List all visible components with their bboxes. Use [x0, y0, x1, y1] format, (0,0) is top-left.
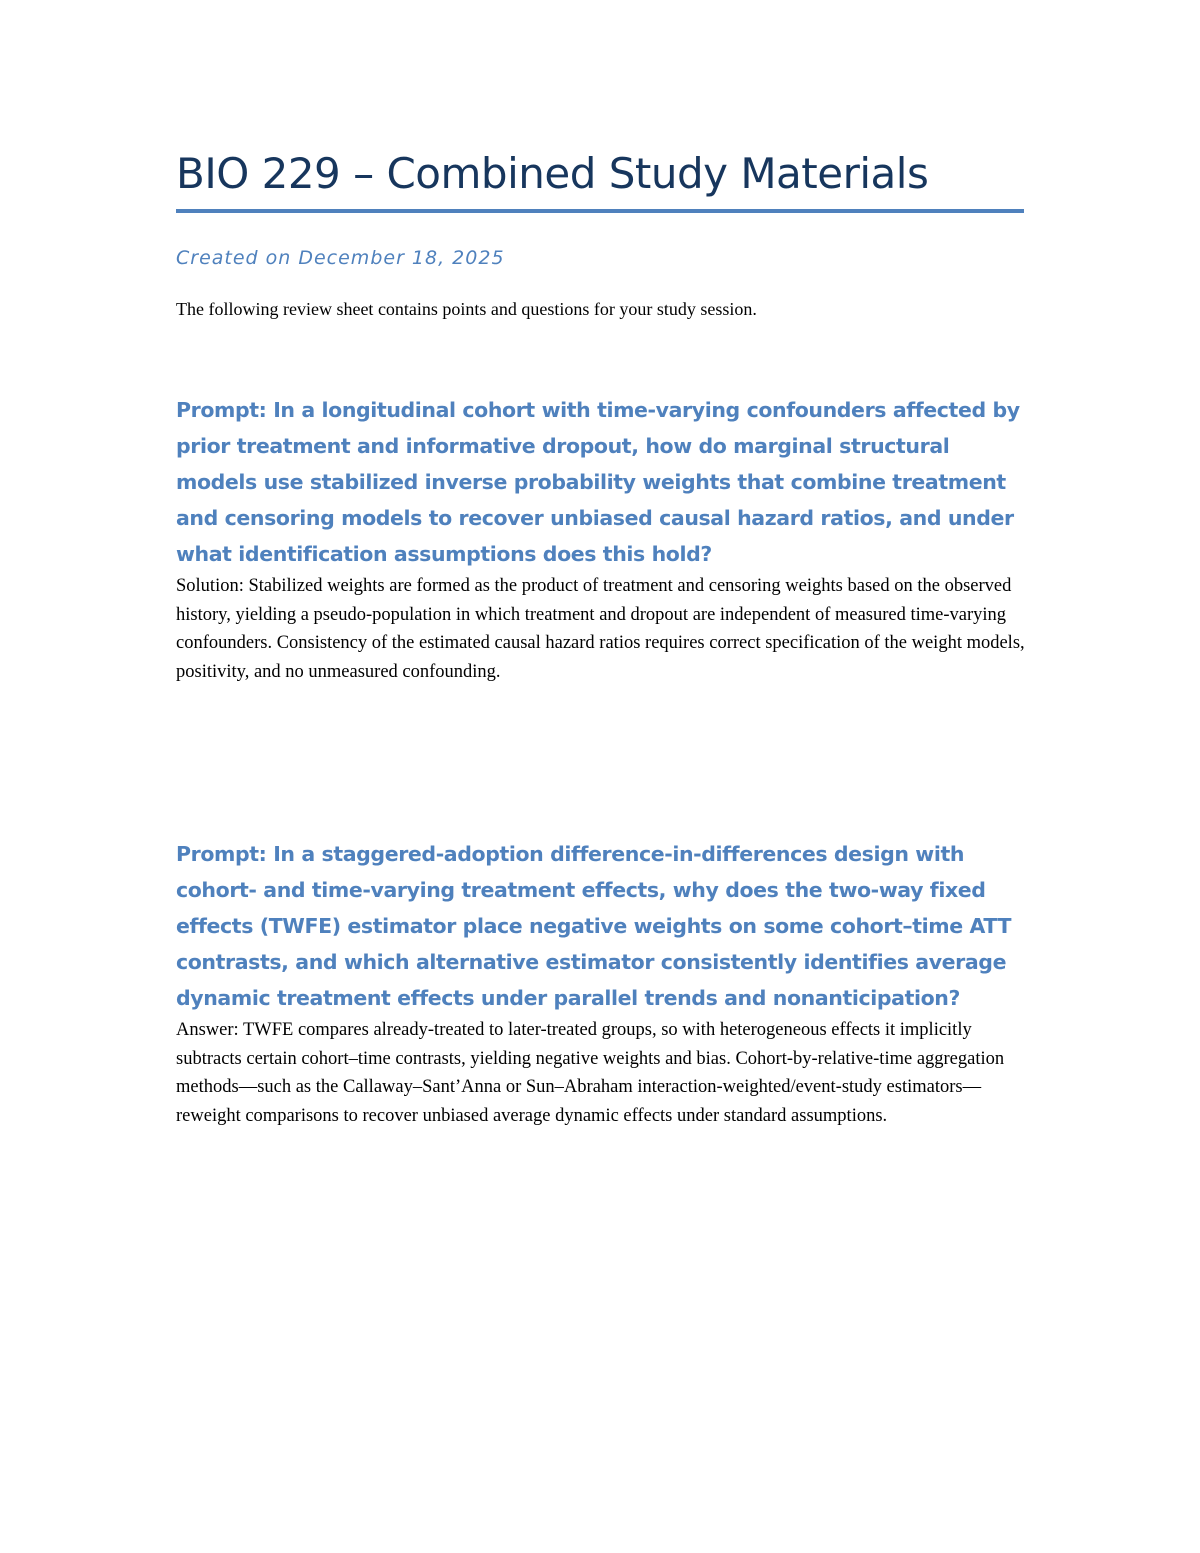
qa-item — [176, 392, 1026, 686]
document-subtitle-date: Created on December 18, 2025 — [176, 247, 505, 269]
qa-item — [176, 836, 1026, 1130]
prompt-heading: Prompt: In a longitudinal cohort with time-varying confounders affected by prior treatment and informative dropout, how do marginal structural models use stabilized inverse probability weights that combine treatment and censoring models to recover unbiased causal hazard ratios, and under what identification assumptions does this hold? — [176, 398, 1020, 566]
prompt-heading: Prompt: In a staggered-adoption difference-in-differences design with cohort- and time-varying treatment effects, why does the two-way fixed effects (TWFE) estimator place negative weights on some cohort–time ATT contrasts, and which alternative estimator consistently identifies average dynamic treatment effects under parallel trends and nonanticipation? — [176, 842, 1012, 1010]
title-underline-rule — [176, 209, 1024, 213]
answer-paragraph: Answer: TWFE compares already-treated to later-treated groups, so with heterogeneous effects it implicitly subtracts certain cohort–time contrasts, yielding negative weights and bias. Cohort-by-relative-time aggregation methods—such as the Callaway–Sant’Anna or Sun–Abraham interaction-weighted/event-study estimators—reweight comparisons to recover unbiased average dynamic effects under standard assumptions. — [176, 1020, 1005, 1126]
answer-paragraph: Solution: Stabilized weights are formed as the product of treatment and censoring weights based on the observed history, yielding a pseudo-population in which treatment and dropout are independent of measured time-varying confounders. Consistency of the estimated causal hazard ratios requires correct specification of the weight models, positivity, and no unmeasured confounding. — [176, 576, 1025, 682]
intro-paragraph: The following review sheet contains points and questions for your study session. — [176, 299, 757, 319]
document-title: BIO 229 – Combined Study Materials — [176, 149, 929, 198]
